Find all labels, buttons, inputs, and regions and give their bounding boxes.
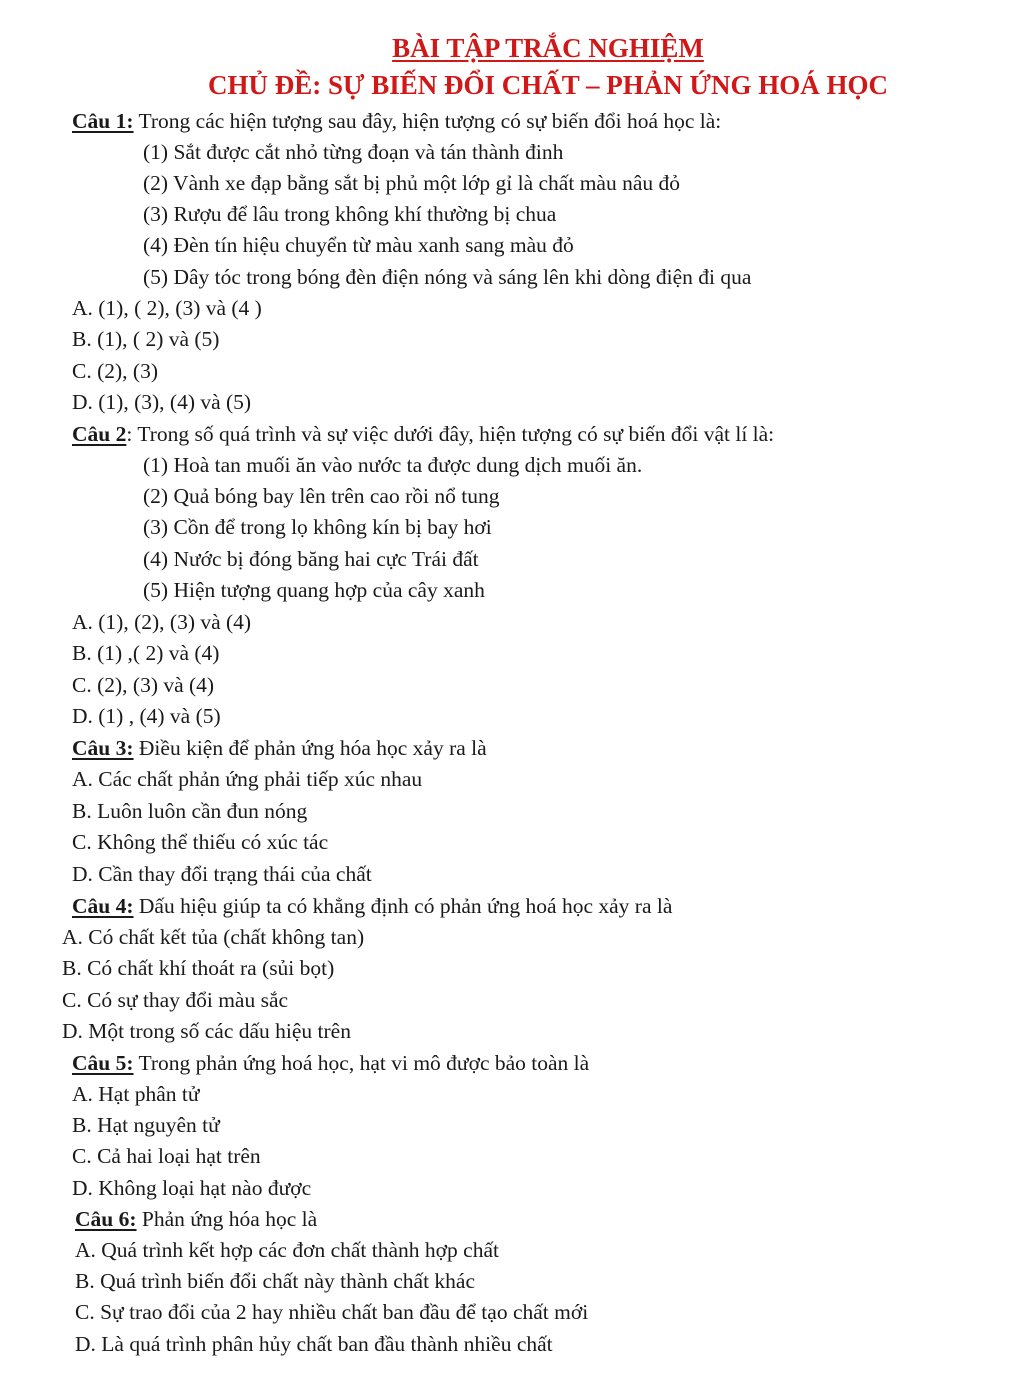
question-label: Câu 1:	[72, 109, 134, 133]
question-text: Phản ứng hóa học là	[136, 1207, 318, 1231]
answer-option: A. (1), (2), (3) và (4)	[72, 610, 252, 634]
answer-option: D. (1) , (4) và (5)	[72, 704, 221, 728]
answer-option: B. (1) ,( 2) và (4)	[72, 641, 220, 665]
answer-option: A. Hạt phân tử	[72, 1082, 200, 1106]
list-item: (5) Hiện tượng quang hợp của cây xanh	[143, 578, 485, 602]
answer-option: C. Cả hai loại hạt trên	[72, 1144, 261, 1168]
question-label: Câu 5:	[72, 1051, 134, 1075]
answer-option: D. Là quá trình phân hủy chất ban đầu thành nhiều chất	[75, 1332, 553, 1356]
question-5	[72, 1050, 589, 1076]
page-title: BÀI TẬP TRẮC NGHIỆM	[392, 33, 704, 63]
question-text: Dấu hiệu giúp ta có khẳng định có phản ứng hoá học xảy ra là	[133, 894, 673, 918]
answer-option: B. (1), ( 2) và (5)	[72, 327, 220, 351]
answer-option: A. (1), ( 2), (3) và (4 )	[72, 296, 262, 320]
answer-option: C. Không thể thiếu có xúc tác	[72, 830, 329, 854]
question-text: : Trong số quá trình và sự việc dưới đây, hiện tượng có sự biến đổi vật lí là:	[126, 422, 775, 446]
question-text: Điều kiện để phản ứng hóa học xảy ra là	[133, 736, 487, 760]
question-2	[72, 421, 774, 447]
answer-option: B. Có chất khí thoát ra (sủi bọt)	[62, 956, 335, 980]
list-item: (3) Cồn để trong lọ không kín bị bay hơi	[143, 515, 492, 539]
answer-option: C. Sự trao đổi của 2 hay nhiều chất ban đầu để tạo chất mới	[75, 1300, 589, 1324]
list-item: (5) Dây tóc trong bóng đèn điện nóng và sáng lên khi dòng điện đi qua	[143, 265, 752, 289]
question-3	[72, 735, 487, 761]
answer-option: D. Một trong số các dấu hiệu trên	[62, 1019, 351, 1043]
list-item: (4) Đèn tín hiệu chuyển từ màu xanh sang màu đỏ	[143, 233, 574, 257]
list-item: (1) Sắt được cắt nhỏ từng đoạn và tán thành đinh	[143, 140, 564, 164]
answer-option: D. Không loại hạt nào được	[72, 1176, 312, 1200]
list-item: (2) Vành xe đạp bằng sắt bị phủ một lớp gỉ là chất màu nâu đỏ	[143, 171, 681, 195]
list-item: (2) Quả bóng bay lên trên cao rồi nổ tung	[143, 484, 500, 508]
list-item: (4) Nước bị đóng băng hai cực Trái đất	[143, 547, 479, 571]
answer-option: B. Quá trình biến đổi chất này thành chất khác	[75, 1269, 476, 1293]
question-text: Trong phản ứng hoá học, hạt vi mô được bảo toàn là	[133, 1051, 590, 1075]
answer-option: A. Có chất kết tủa (chất không tan)	[62, 925, 365, 949]
question-label: Câu 6:	[75, 1207, 137, 1231]
answer-option: D. (1), (3), (4) và (5)	[72, 390, 252, 414]
question-label: Câu 2	[72, 422, 127, 446]
answer-option: D. Cần thay đổi trạng thái của chất	[72, 862, 372, 886]
list-item: (1) Hoà tan muối ăn vào nước ta được dung dịch muối ăn.	[143, 453, 643, 477]
answer-option: C. (2), (3)	[72, 359, 158, 383]
question-label: Câu 3:	[72, 736, 134, 760]
answer-option: C. (2), (3) và (4)	[72, 673, 215, 697]
question-1	[72, 108, 721, 134]
question-6	[75, 1206, 317, 1232]
answer-option: B. Hạt nguyên tử	[72, 1113, 220, 1137]
answer-option: B. Luôn luôn cần đun nóng	[72, 799, 308, 823]
question-text: Trong các hiện tượng sau đây, hiện tượng có sự biến đổi hoá học là:	[133, 109, 722, 133]
question-4	[72, 893, 672, 919]
page-subtitle: CHỦ ĐỀ: SỰ BIẾN ĐỔI CHẤT – PHẢN ỨNG HOÁ HỌC	[207, 70, 889, 100]
answer-option: A. Quá trình kết hợp các đơn chất thành hợp chất	[75, 1238, 499, 1262]
list-item: (3) Rượu để lâu trong không khí thường bị chua	[143, 202, 557, 226]
answer-option: C. Có sự thay đổi màu sắc	[62, 988, 289, 1012]
question-label: Câu 4:	[72, 894, 134, 918]
answer-option: A. Các chất phản ứng phải tiếp xúc nhau	[72, 767, 423, 791]
